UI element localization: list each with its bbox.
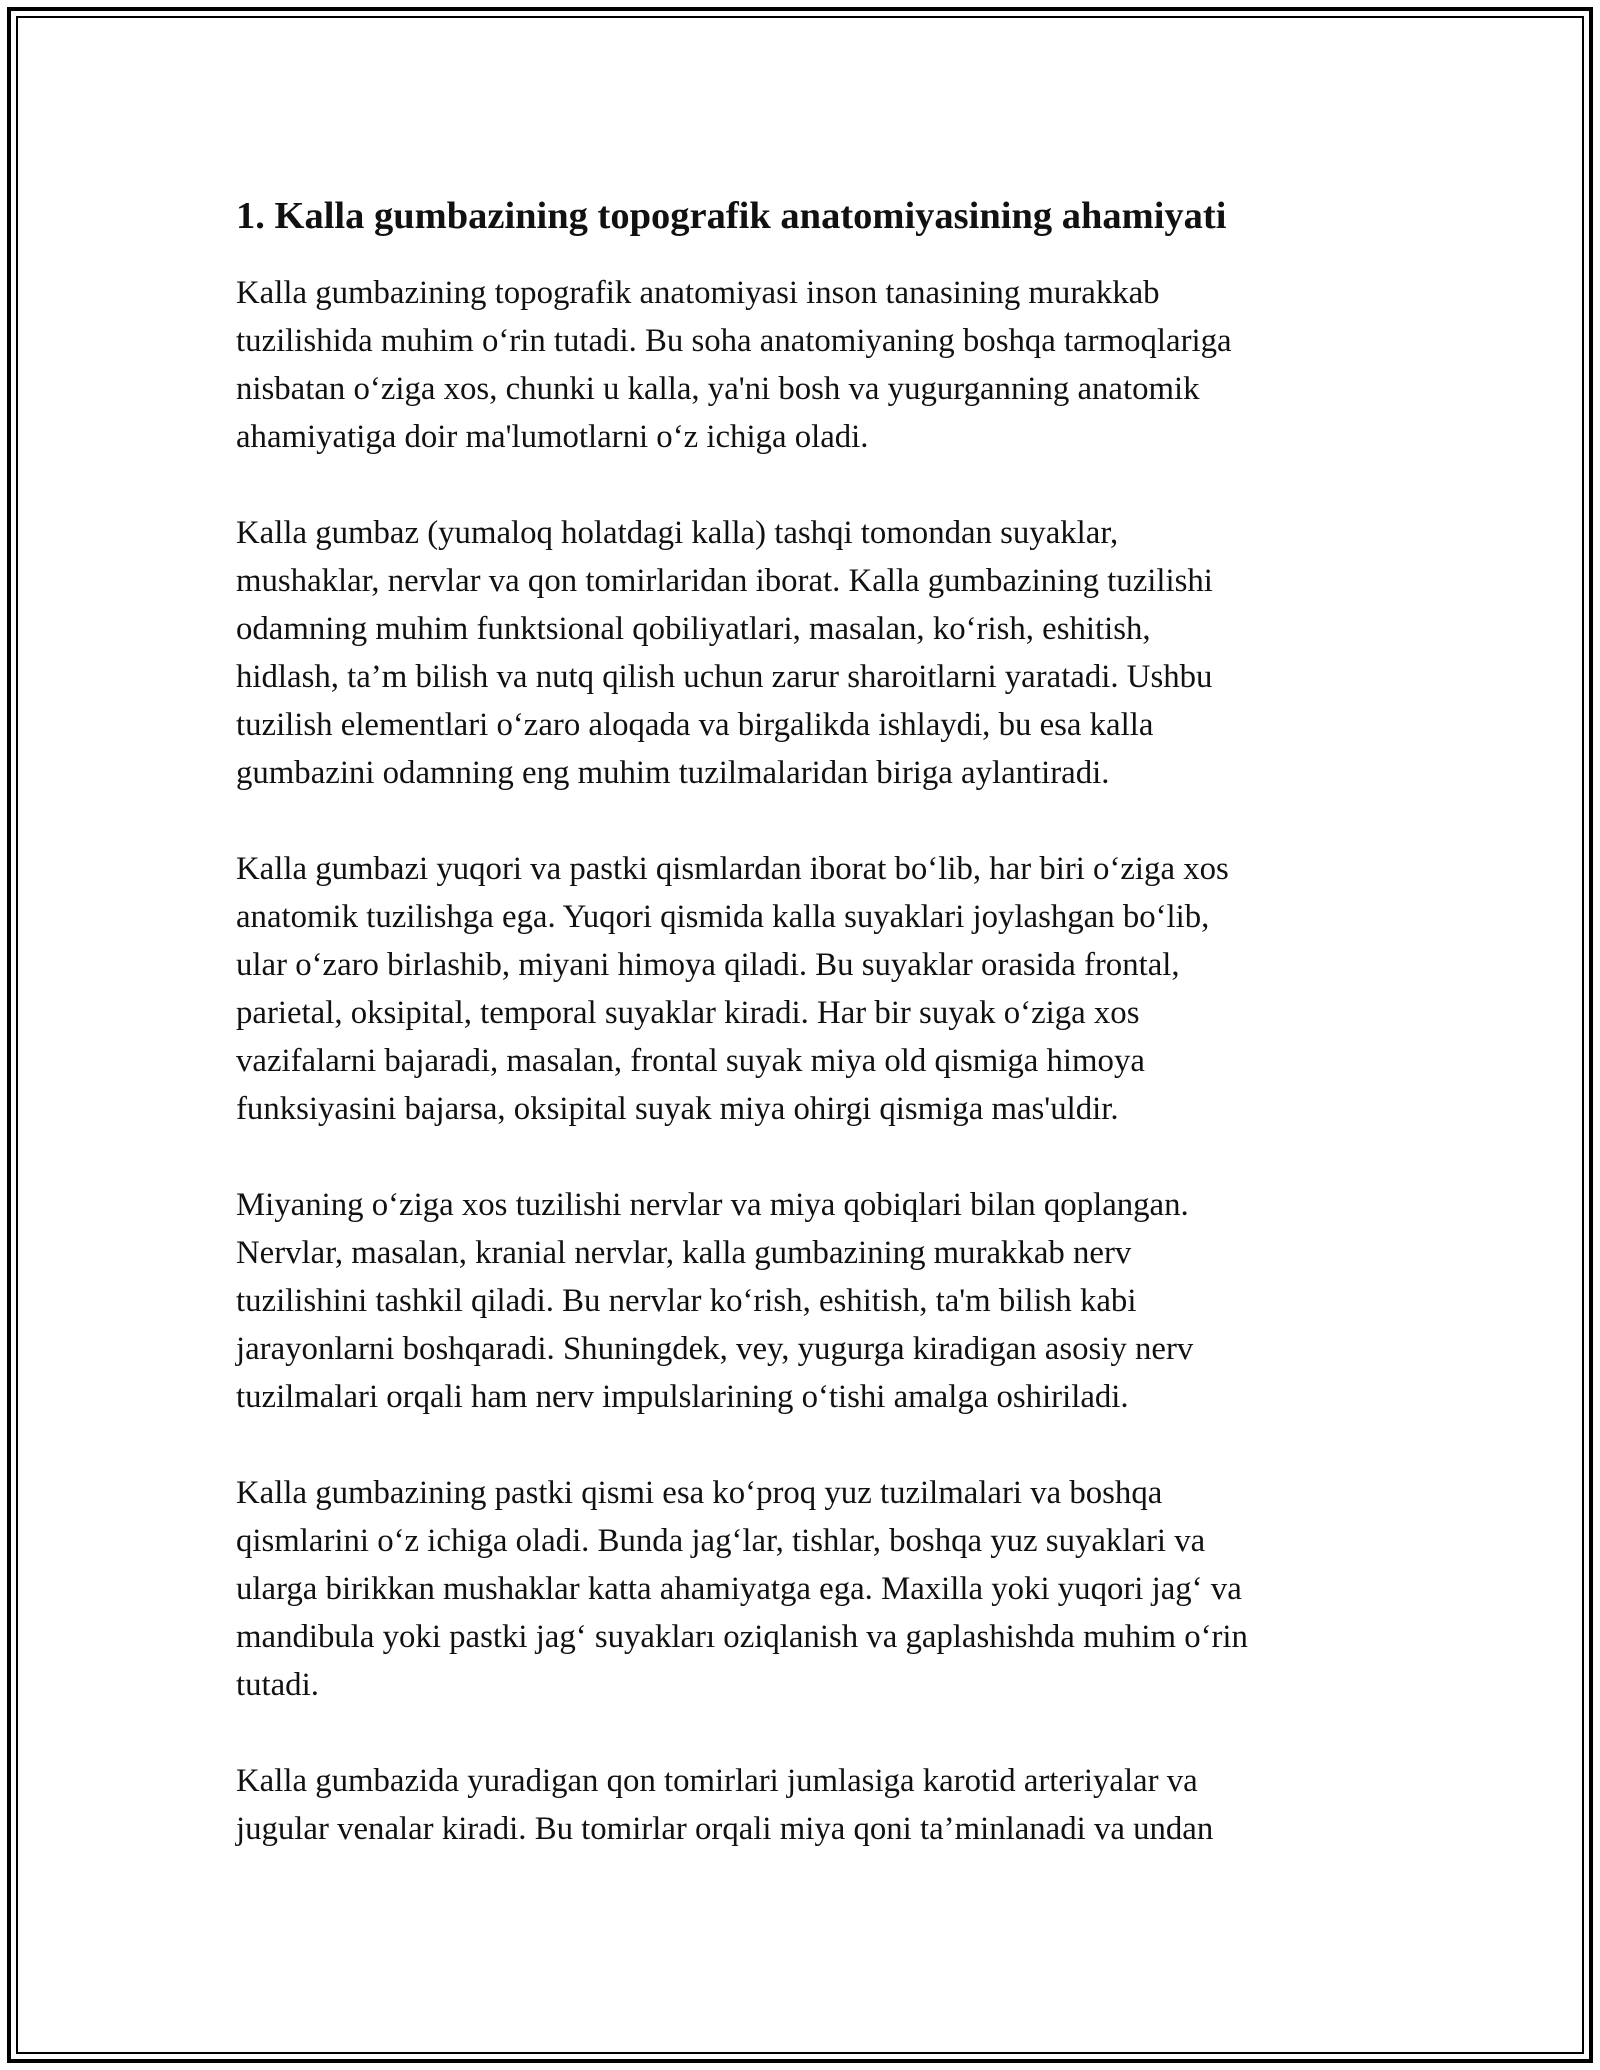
paragraph-6: Kalla gumbazida yuradigan qon tomirlari jumlasiga karotid arteriyalar va jugular venalar kiradi. Bu tomirlar orqali miya qoni ta’minlanadi va undan (236, 1763, 1214, 1847)
paragraph-4: Miyaning o‘ziga xos tuzilishi nervlar va miya qobiqlari bilan qoplangan. Nervlar, masalan, kranial nervlar, kalla gumbazining murakkab nerv tuzilishini tashkil qiladi. Bu nervlar ko‘rish, eshitish, ta'm bilish kabi jarayonlarni boshqaradi. Shuningdek, vey, yugurga kiradigan asosiy nerv tuzilmalari orqali ham nerv impulslarining o‘tishi amalga oshiriladi. (236, 1187, 1194, 1415)
paragraph-1: Kalla gumbazining topografik anatomiyasi inson tanasining murakkab tuzilishida muhim o‘rin tutadi. Bu soha anatomiyaning boshqa tarmoqlariga nisbatan o‘ziga xos, chunki u kalla, ya'ni bosh va yugurganning anatomik ahamiyatiga doir ma'lumotlarni o‘z ichiga oladi. (236, 275, 1232, 455)
paragraph-2: Kalla gumbaz (yumaloq holatdagi kalla) tashqi tomondan suyaklar, mushaklar, nervlar va qon tomirlaridan iborat. Kalla gumbazining tuzilishi odamning muhim funktsional qobiliyatlari, masalan, ko‘rish, eshitish, hidlash, ta’m bilish va nutq qilish uchun zarur sharoitlarni yaratadi. Ushbu tuzilish elementlari o‘zaro aloqada va birgalikda ishlaydi, bu esa kalla gumbazini odamning eng muhim tuzilmalaridan biriga aylantiradi. (236, 515, 1213, 791)
paragraph-5: Kalla gumbazining pastki qismi esa ko‘proq yuz tuzilmalari va boshqa qismlarini o‘z ichiga oladi. Bunda jag‘lar, tishlar, boshqa yuz suyaklari va ularga birikkan mushaklar katta ahamiyatga ega. Maxilla yoki yuqori jag‘ va mandibula yoki pastki jag‘ suyakları oziqlanish va gaplashishda muhim o‘rin tutadi. (236, 1475, 1248, 1703)
section-heading: 1. Kalla gumbazining topografik anatomiyasining ahamiyati (236, 195, 1227, 237)
document-body (236, 188, 1376, 1901)
paragraph-3: Kalla gumbazi yuqori va pastki qismlardan iborat bo‘lib, har biri o‘ziga xos anatomik tuzilishga ega. Yuqori qismida kalla suyaklari joylashgan bo‘lib, ular o‘zaro birlashib, miyani himoya qiladi. Bu suyaklar orasida frontal, parietal, oksipital, temporal suyaklar kiradi. Har bir suyak o‘ziga xos vazifalarni bajaradi, masalan, frontal suyak miya old qismiga himoya funksiyasini bajarsa, oksipital suyak miya ohirgi qismiga mas'uldir. (236, 851, 1229, 1127)
